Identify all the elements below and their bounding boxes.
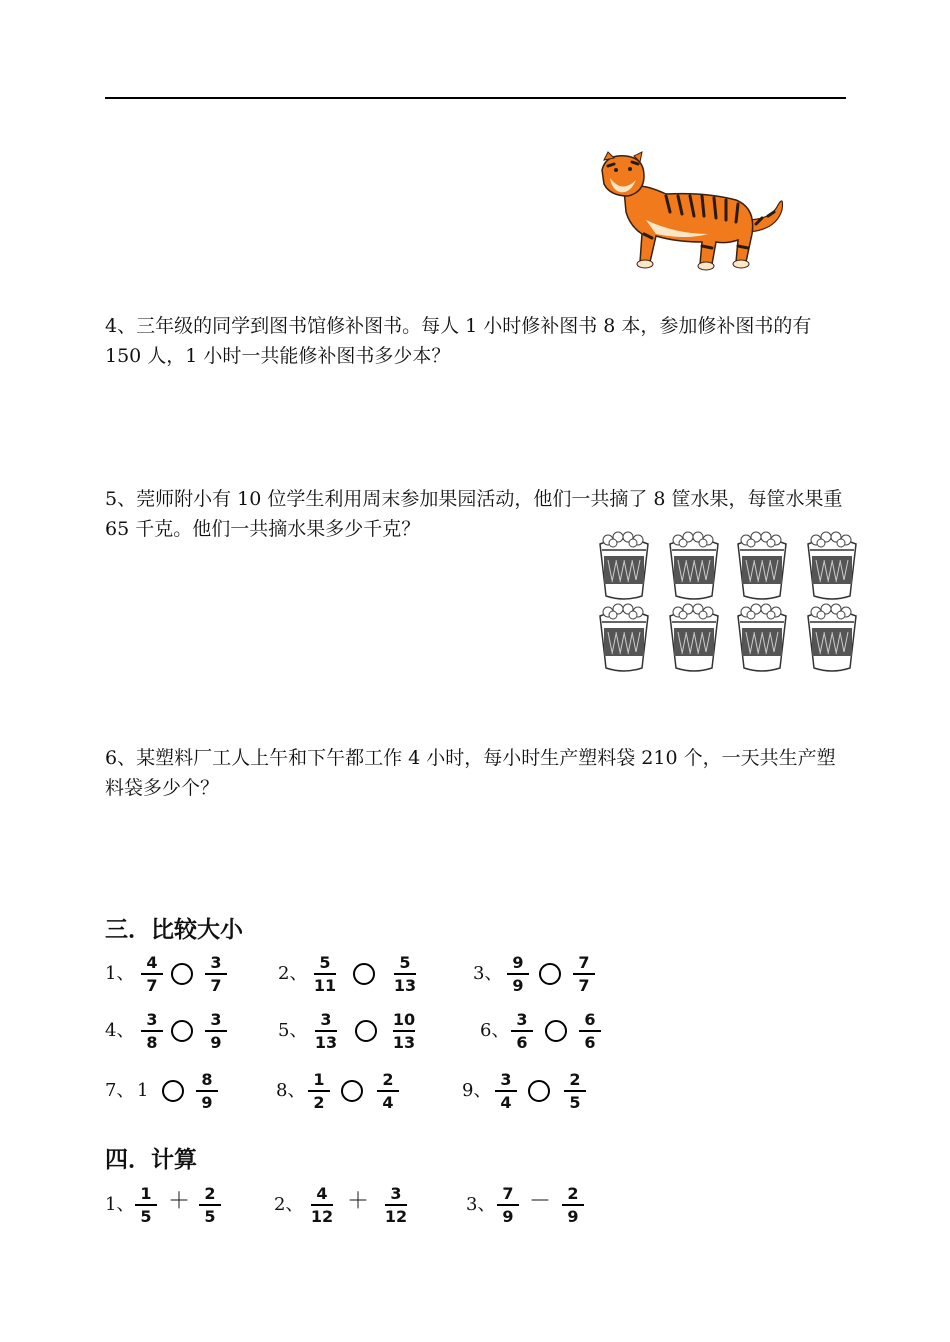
- numerator: 3: [500, 1070, 512, 1089]
- item-number: 8、: [276, 1080, 306, 1101]
- denominator: 7: [578, 975, 590, 995]
- numerator: 1: [140, 1184, 152, 1203]
- numerator: 8: [201, 1070, 213, 1089]
- fraction-left: [137, 952, 167, 996]
- problem-number: 5、: [105, 488, 137, 510]
- fraction-left: [310, 952, 340, 996]
- fraction-right: [390, 952, 420, 996]
- compare-item: [278, 944, 423, 1004]
- item-number: 6、: [480, 1020, 510, 1041]
- compare-item: [105, 1001, 235, 1061]
- fraction-left: [304, 1069, 334, 1113]
- fraction-left: [311, 1009, 341, 1053]
- word-problem-4: [105, 311, 850, 371]
- denominator: 13: [392, 1032, 416, 1052]
- answer-circle[interactable]: [355, 1020, 377, 1042]
- fraction-right: [560, 1069, 590, 1113]
- item-number: 9、: [462, 1080, 492, 1101]
- header-rule: [105, 97, 846, 99]
- numerator: 2: [567, 1184, 579, 1203]
- denominator: 9: [502, 1206, 514, 1226]
- problem-text: 某塑料厂工人上午和下午都工作 4 小时，每小时生产塑料袋 210 个，一天共生产塑料袋多少个？: [105, 747, 836, 799]
- denominator: 4: [382, 1092, 394, 1112]
- numerator: 2: [204, 1184, 216, 1203]
- numerator: 1: [313, 1070, 325, 1089]
- item-number: 2、: [278, 963, 308, 984]
- denominator: 11: [313, 975, 337, 995]
- calc-item: [274, 1175, 414, 1235]
- compare-item: [105, 1061, 235, 1121]
- fraction-right: [201, 1009, 231, 1053]
- compare-item: [276, 1061, 406, 1121]
- denominator: 9: [201, 1092, 213, 1112]
- fraction-left: [491, 1069, 521, 1113]
- calc-item: [105, 1175, 235, 1235]
- numerator: 2: [569, 1070, 581, 1089]
- problem-text: 三年级的同学到图书馆修补图书。每人 1 小时修补图书 8 本，参加修补图书的有 150 人，1 小时一共能修补图书多少本？: [105, 315, 812, 367]
- compare-item: [473, 944, 603, 1004]
- numerator: 10: [392, 1010, 416, 1029]
- fraction-left: [507, 1009, 537, 1053]
- denominator: 9: [512, 975, 524, 995]
- section-4-title: 四．计算: [105, 1147, 197, 1173]
- numerator: 3: [210, 953, 222, 972]
- denominator: 13: [393, 975, 417, 995]
- whole-number: 1: [137, 1080, 149, 1101]
- numerator: 3: [210, 1010, 222, 1029]
- item-number: 3、: [473, 963, 503, 984]
- fraction-left: [493, 1183, 523, 1227]
- answer-circle[interactable]: [545, 1020, 567, 1042]
- numerator: 4: [316, 1184, 328, 1203]
- numerator: 3: [390, 1184, 402, 1203]
- fraction-right: [558, 1183, 588, 1227]
- denominator: 12: [310, 1206, 334, 1226]
- fraction-right: [575, 1009, 605, 1053]
- fraction-left: [137, 1009, 167, 1053]
- fraction-left: [503, 952, 533, 996]
- fraction-right: [195, 1183, 225, 1227]
- fruit-baskets-illustration: [594, 530, 864, 672]
- numerator: 7: [578, 953, 590, 972]
- answer-circle[interactable]: [539, 963, 561, 985]
- fraction-right: [201, 952, 231, 996]
- fraction-right: [373, 1069, 403, 1113]
- tiger-illustration: [596, 150, 792, 276]
- denominator: 12: [384, 1206, 408, 1226]
- numerator: 3: [516, 1010, 528, 1029]
- denominator: 5: [569, 1092, 581, 1112]
- item-number: 5、: [278, 1020, 308, 1041]
- fraction-left: [307, 1183, 337, 1227]
- compare-item: [278, 1001, 423, 1061]
- compare-item: [105, 944, 235, 1004]
- answer-circle[interactable]: [171, 1020, 193, 1042]
- compare-item: [480, 1001, 605, 1061]
- denominator: 6: [584, 1032, 596, 1052]
- item-number: 4、: [105, 1020, 135, 1041]
- item-number: 2、: [274, 1194, 304, 1215]
- plus-operator: ＋: [347, 1189, 370, 1214]
- item-number: 1、: [105, 963, 135, 984]
- answer-circle[interactable]: [353, 963, 375, 985]
- answer-circle[interactable]: [171, 963, 193, 985]
- denominator: 5: [204, 1206, 216, 1226]
- denominator: 2: [313, 1092, 325, 1112]
- numerator: 2: [382, 1070, 394, 1089]
- minus-operator: －: [529, 1189, 552, 1214]
- fraction-right: [381, 1183, 411, 1227]
- calc-item: [466, 1175, 596, 1235]
- denominator: 7: [146, 975, 158, 995]
- answer-circle[interactable]: [341, 1080, 363, 1102]
- denominator: 5: [140, 1206, 152, 1226]
- fraction-right: [569, 952, 599, 996]
- numerator: 9: [512, 953, 524, 972]
- numerator: 3: [146, 1010, 158, 1029]
- answer-circle[interactable]: [528, 1080, 550, 1102]
- item-number: 1、: [105, 1194, 135, 1215]
- item-number: 3、: [466, 1194, 496, 1215]
- problem-number: 6、: [105, 747, 137, 769]
- fraction-left: [131, 1183, 161, 1227]
- fraction-right: [389, 1009, 419, 1053]
- answer-circle[interactable]: [162, 1080, 184, 1102]
- numerator: 6: [584, 1010, 596, 1029]
- plus-operator: ＋: [168, 1189, 191, 1214]
- numerator: 7: [502, 1184, 514, 1203]
- problem-text: 莞师附小有 10 位学生利用周末参加果园活动，他们一共摘了 8 筐水果，每筐水果重 65 千克。他们一共摘水果多少千克？: [105, 488, 843, 540]
- denominator: 9: [210, 1032, 222, 1052]
- denominator: 6: [516, 1032, 528, 1052]
- denominator: 13: [314, 1032, 338, 1052]
- numerator: 5: [399, 953, 411, 972]
- section-3-title: 三．比较大小: [105, 917, 243, 943]
- word-problem-6: [105, 743, 850, 803]
- denominator: 8: [146, 1032, 158, 1052]
- numerator: 4: [146, 953, 158, 972]
- denominator: 7: [210, 975, 222, 995]
- denominator: 4: [500, 1092, 512, 1112]
- numerator: 3: [320, 1010, 332, 1029]
- denominator: 9: [567, 1206, 579, 1226]
- problem-number: 4、: [105, 315, 137, 337]
- numerator: 5: [319, 953, 331, 972]
- compare-item: [462, 1061, 592, 1121]
- fraction-right: [192, 1069, 222, 1113]
- item-number: 7、: [105, 1080, 135, 1101]
